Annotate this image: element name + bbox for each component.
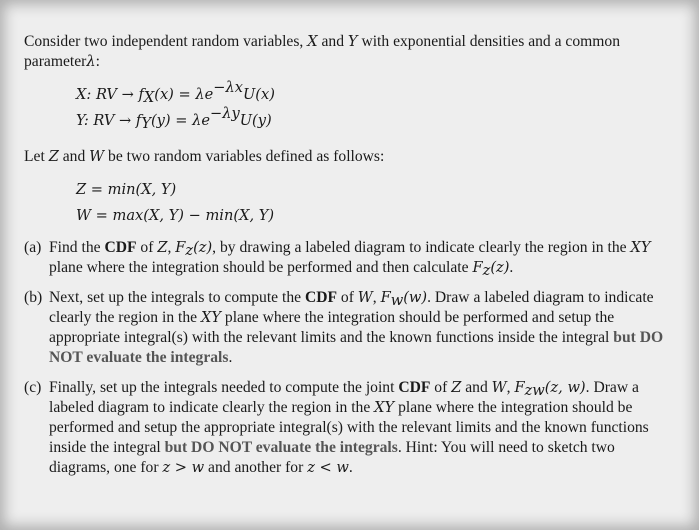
eq-y-arg: (y) = λe — [150, 112, 210, 129]
part-a-cdf: CDF — [104, 239, 137, 256]
equation-x-density — [76, 79, 664, 107]
part-b-t4: . Draw a labeled diagram to indicate clearly the region in the — [49, 289, 654, 326]
part-c-t1: Finally, set up the integrals needed to compute the joint — [49, 379, 399, 396]
part-a-xy: XY — [630, 239, 651, 256]
intro-text: Consider two independent random variables, — [24, 33, 308, 50]
part-a-label: (a) — [24, 239, 42, 256]
part-c-xy: XY — [374, 399, 395, 416]
var-x: X — [307, 33, 318, 50]
equation-z-definition: Z = min(X, Y) — [76, 181, 177, 198]
part-b-label: (b) — [24, 289, 43, 306]
part-c — [24, 378, 664, 478]
part-a-t2: of — [136, 239, 158, 256]
part-c-var-w: W — [491, 379, 507, 396]
eq-x-end: U(x) — [242, 86, 275, 103]
part-b — [24, 288, 664, 368]
part-c-fzw: F — [514, 379, 525, 396]
part-c-cdf: CDF — [398, 379, 431, 396]
part-c-t7: . Hint: You will need to sketch two diagrams, one for — [49, 439, 615, 476]
part-c-emphasis: but DO NOT evaluate the integrals — [164, 439, 398, 456]
part-b-t3: , — [372, 289, 381, 306]
intro-colon: : — [95, 53, 100, 70]
problem-text — [24, 32, 664, 478]
part-a-t1: Find the — [49, 239, 105, 256]
part-c-label: (c) — [24, 379, 42, 396]
part-a-fz2-arg: (z) — [490, 259, 510, 276]
eq-y-sub: Y — [141, 115, 151, 132]
part-a-t3: , — [167, 239, 176, 256]
part-a-fz2: F — [472, 259, 483, 276]
part-b-t2: of — [337, 289, 358, 306]
part-b-fw-sub: w — [390, 292, 404, 309]
part-c-t4: , — [506, 379, 515, 396]
defs-and: and — [58, 148, 90, 165]
definitions-paragraph — [24, 147, 664, 167]
eq-x-exp: −λx — [213, 79, 243, 96]
lambda-symbol: λ — [86, 53, 96, 70]
part-a — [24, 238, 664, 278]
part-a-t5: plane where the integration should be performed and then calculate — [49, 259, 473, 276]
part-a-fz2-sub: z — [482, 262, 491, 279]
defs-rest: be two random variables defined as follows: — [104, 148, 385, 165]
part-c-cond1: z > w — [162, 459, 205, 476]
var-y: Y — [347, 33, 358, 50]
part-b-fw: F — [380, 289, 391, 306]
intro-mid: with exponential densities and a common parameter — [24, 33, 620, 70]
part-a-t6: . — [509, 259, 514, 276]
part-a-fz: F — [175, 239, 186, 256]
part-b-emphasis: but DO NOT evaluate the integrals — [49, 329, 664, 366]
part-c-t5: . Draw a labeled diagram to indicate clearly the region in the — [49, 379, 639, 416]
part-b-t1: Next, set up the integrals to compute the — [49, 289, 305, 306]
part-c-var-z: Z — [451, 379, 462, 396]
eq-x-arg: (x) = λe — [154, 86, 214, 103]
part-b-var-w: W — [357, 289, 373, 306]
part-c-fzw-arg: (z, w) — [544, 379, 586, 396]
eq-y-exp: −λy — [209, 105, 240, 122]
equation-w-definition: W = max(X, Y) − min(X, Y) — [76, 207, 275, 224]
part-b-xy: XY — [200, 309, 222, 326]
part-c-t6: plane where the integration should be performed and setup the appropriate integral(s) with the relevant limits and the known functions inside the integral — [49, 399, 649, 456]
intro-and: and — [317, 33, 348, 50]
defs-let: Let — [24, 148, 49, 165]
part-c-t8: and another for — [204, 459, 308, 476]
part-c-t9: . — [348, 459, 353, 476]
part-a-fz-sub: z — [185, 242, 194, 259]
part-b-fw-arg: (w) — [403, 289, 428, 306]
part-a-var-z: Z — [157, 239, 168, 256]
equation-y-density — [76, 105, 664, 133]
part-c-t3: and — [461, 379, 492, 396]
eq-y-end: U(y) — [239, 112, 272, 129]
eq-y-lhs: Y: RV → f — [76, 112, 142, 129]
part-c-cond2: z < w — [307, 459, 349, 476]
var-w: W — [89, 148, 105, 165]
eq-x-sub: X — [143, 89, 155, 106]
part-c-fzw-sub: zw — [524, 382, 545, 399]
part-b-cdf: CDF — [304, 289, 337, 306]
var-z: Z — [48, 148, 59, 165]
part-b-t6: . — [228, 349, 233, 366]
part-a-fz-arg: (z) — [193, 239, 213, 256]
eq-x-lhs: X: RV → f — [76, 86, 144, 103]
part-a-t4: , by drawing a labeled diagram to indicate clearly the region in the — [212, 239, 631, 256]
part-c-t2: of — [430, 379, 452, 396]
part-b-t5: plane where the integration should be performed and setup the appropriate integral(s) with the relevant limits and the known functions inside the integral — [49, 309, 615, 346]
intro-paragraph — [24, 32, 664, 72]
